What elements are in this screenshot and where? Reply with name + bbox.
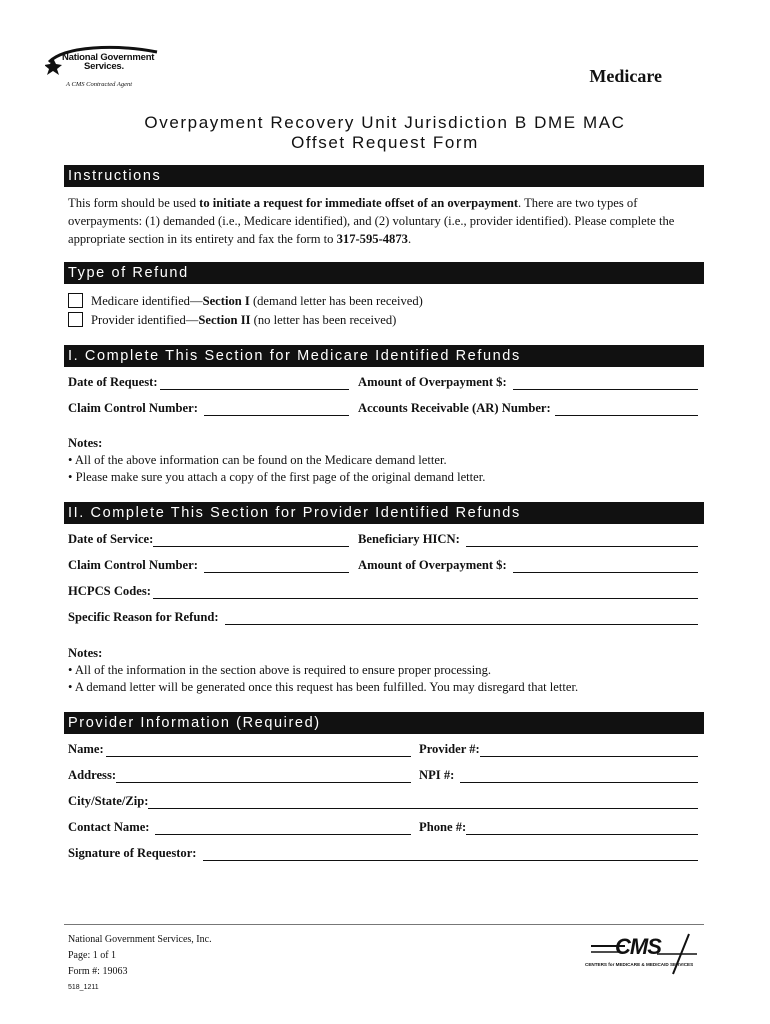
instructions-text: This form should be used to initiate a request for immediate offset of an overpayment. There are two types of overpayments: (1) demanded (i.e., Medicare identified), and (2) voluntary (i.e., provider identified). Please complete the appropriate section in its entirety and fax the form to 317-595-4873. (68, 196, 675, 246)
footer-form-number: Form #: 19063 (68, 966, 128, 977)
section2-row1 (68, 532, 698, 550)
amount-overpayment-field[interactable]: Amount of Overpayment $: (358, 375, 698, 390)
program-name: Medicare (589, 66, 662, 86)
provider-row1 (68, 742, 698, 760)
hcpcs-codes-field[interactable]: HCPCS Codes: (68, 584, 698, 599)
logo-line-2: Services. (84, 61, 124, 72)
phone-field[interactable]: Phone #: (419, 820, 698, 835)
provider-row4 (68, 820, 698, 838)
signature-field[interactable]: Signature of Requestor: (68, 846, 698, 861)
provider-row2 (68, 768, 698, 786)
section1-row1 (68, 375, 698, 393)
name-field[interactable]: Name: (68, 742, 411, 757)
address-field[interactable]: Address: (68, 768, 411, 783)
provider-identified-checkbox[interactable] (68, 312, 83, 327)
footer-page: Page: 1 of 1 (68, 950, 117, 961)
cms-wordmark: CMS (615, 934, 661, 959)
provider-row3 (68, 794, 698, 812)
claim-control-number-field[interactable]: Claim Control Number: (68, 401, 349, 416)
list-item: • All of the information in the section above is required to ensure proper processing. (68, 663, 492, 677)
date-of-service-field[interactable]: Date of Service: (68, 532, 349, 547)
amount-overpayment-field-2[interactable]: Amount of Overpayment $: (358, 558, 698, 573)
provider-info-heading: Provider Information (Required) (64, 712, 704, 734)
beneficiary-hicn-field[interactable]: Beneficiary HICN: (358, 532, 698, 547)
logo-line-1: National Government (62, 52, 155, 63)
instructions-heading: Instructions (64, 165, 704, 187)
cms-tagline: CENTERS for MEDICARE & MEDICAID SERVICES (585, 962, 694, 967)
list-item: • Please make sure you attach a copy of the first page of the original demand letter. (68, 470, 486, 484)
section2-row2 (68, 558, 698, 576)
form-title (0, 113, 770, 153)
claim-control-number-field-2[interactable]: Claim Control Number: (68, 558, 349, 573)
footer-org: National Government Services, Inc. (68, 934, 212, 945)
reason-for-refund-field[interactable]: Specific Reason for Refund: (68, 610, 698, 625)
section1-heading: I. Complete This Section for Medicare Identified Refunds (64, 345, 704, 367)
city-state-zip-field[interactable]: City/State/Zip: (68, 794, 698, 809)
logo-tagline: A CMS Contracted Agent (66, 81, 133, 88)
title-line-1: Overpayment Recovery Unit Jurisdiction B DME MAC (144, 113, 626, 132)
section2-row4 (68, 610, 698, 628)
npi-field[interactable]: NPI #: (419, 768, 698, 783)
cms-logo (585, 932, 703, 978)
refund-type-heading: Type of Refund (64, 262, 704, 284)
ar-number-field[interactable]: Accounts Receivable (AR) Number: (358, 401, 698, 416)
contact-name-field[interactable]: Contact Name: (68, 820, 411, 835)
section1-row2 (68, 401, 698, 419)
option-provider-identified[interactable]: Provider identified—Section II (no letter has been received) (68, 311, 698, 329)
provider-row5 (68, 846, 698, 864)
date-of-request-field[interactable]: Date of Request: (68, 375, 349, 390)
section2-notes: Notes: • All of the information in the section above is required to ensure proper processing. • A demand letter will be generated once this request has been fulfilled. You may disregard that letter. (68, 645, 698, 696)
option-medicare-identified[interactable]: Medicare identified—Section I (demand letter has been received) (68, 292, 698, 310)
list-item: • All of the above information can be found on the Medicare demand letter. (68, 453, 447, 467)
title-line-2: Offset Request Form (291, 133, 479, 152)
section2-row3 (68, 584, 698, 602)
list-item: • A demand letter will be generated once this request has been fulfilled. You may disregard that letter. (68, 680, 579, 694)
footer-code: 518_1211 (68, 984, 99, 991)
medicare-identified-checkbox[interactable] (68, 293, 83, 308)
section2-heading: II. Complete This Section for Provider Identified Refunds (64, 502, 704, 524)
logo-text (62, 53, 154, 71)
section1-notes: Notes: • All of the above information can be found on the Medicare demand letter. • Please make sure you attach a copy of the first page of the original demand letter. (68, 435, 698, 486)
provider-number-field[interactable]: Provider #: (419, 742, 698, 757)
fax-number: 317-595-4873 (336, 232, 408, 246)
footer-divider (64, 924, 704, 925)
